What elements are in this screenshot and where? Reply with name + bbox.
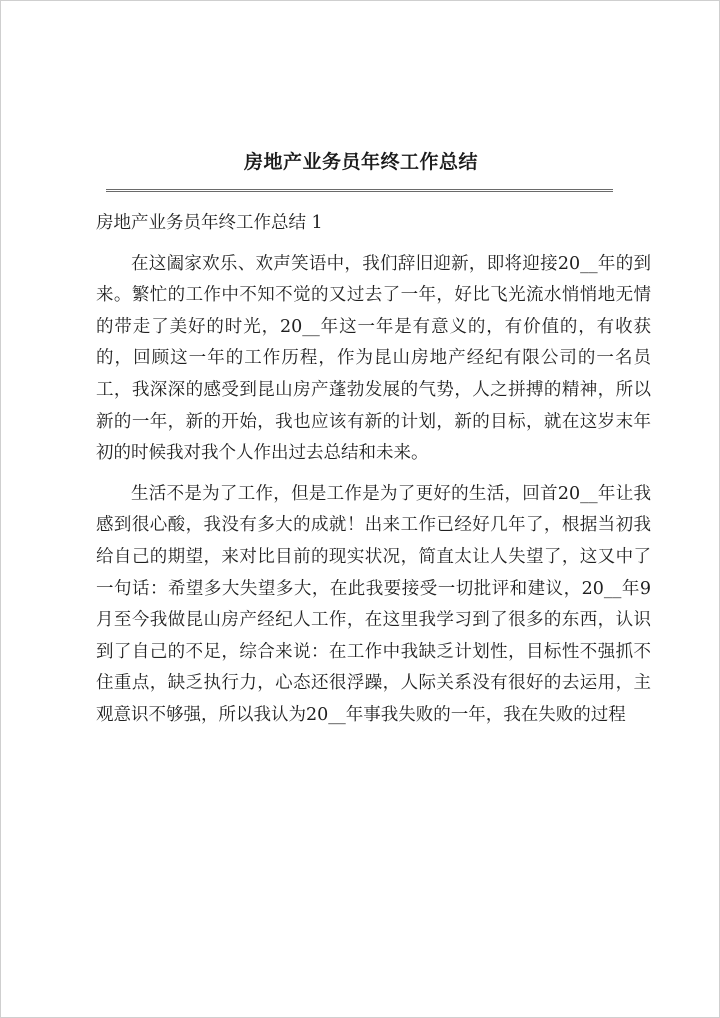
document-body xyxy=(96,208,651,741)
body-paragraph: 在这阖家欢乐、欢声笑语中，我们辞旧迎新，即将迎接20__年的到来。繁忙的工作中不知不觉的又过去了一年，好比飞光流水悄悄地无情的带走了美好的时光，20__年这一年是有意义的，有价值的，有收获的，回顾这一年的工作历程，作为昆山房地产经纪有限公司的一名员工，我深深的感受到昆山房产蓬勃发展的气势，人之拼搏的精神，所以新的一年，新的开始，我也应该有新的计划，新的目标，就在这岁末年初的时候我对我个人作出过去总结和未来。 xyxy=(96,253,651,464)
document-title: 房地产业务员年终工作总结 xyxy=(243,151,478,173)
section-heading: 房地产业务员年终工作总结 1 xyxy=(96,213,323,233)
title-divider xyxy=(106,189,613,192)
body-paragraph: 生活不是为了工作，但是工作是为了更好的生活，回首20__年让我感到很心酸，我没有多大的成就！出来工作已经好几年了，根据当初我给自己的期望，来对比目前的现实状况，简直太让人失望了，这又中了一句话：希望多大失望多大，在此我要接受一切批评和建议，20__年9月至今我做昆山房产经纪人工作，在这里我学习到了很多的东西，认识到了自己的不足，综合来说：在工作中我缺乏计划性，目标性不强抓不住重点，缺乏执行力，心态还很浮躁，人际关系没有很好的去运用，主观意识不够强，所以我认为20__年事我失败的一年，我在失败的过程 xyxy=(96,483,651,725)
